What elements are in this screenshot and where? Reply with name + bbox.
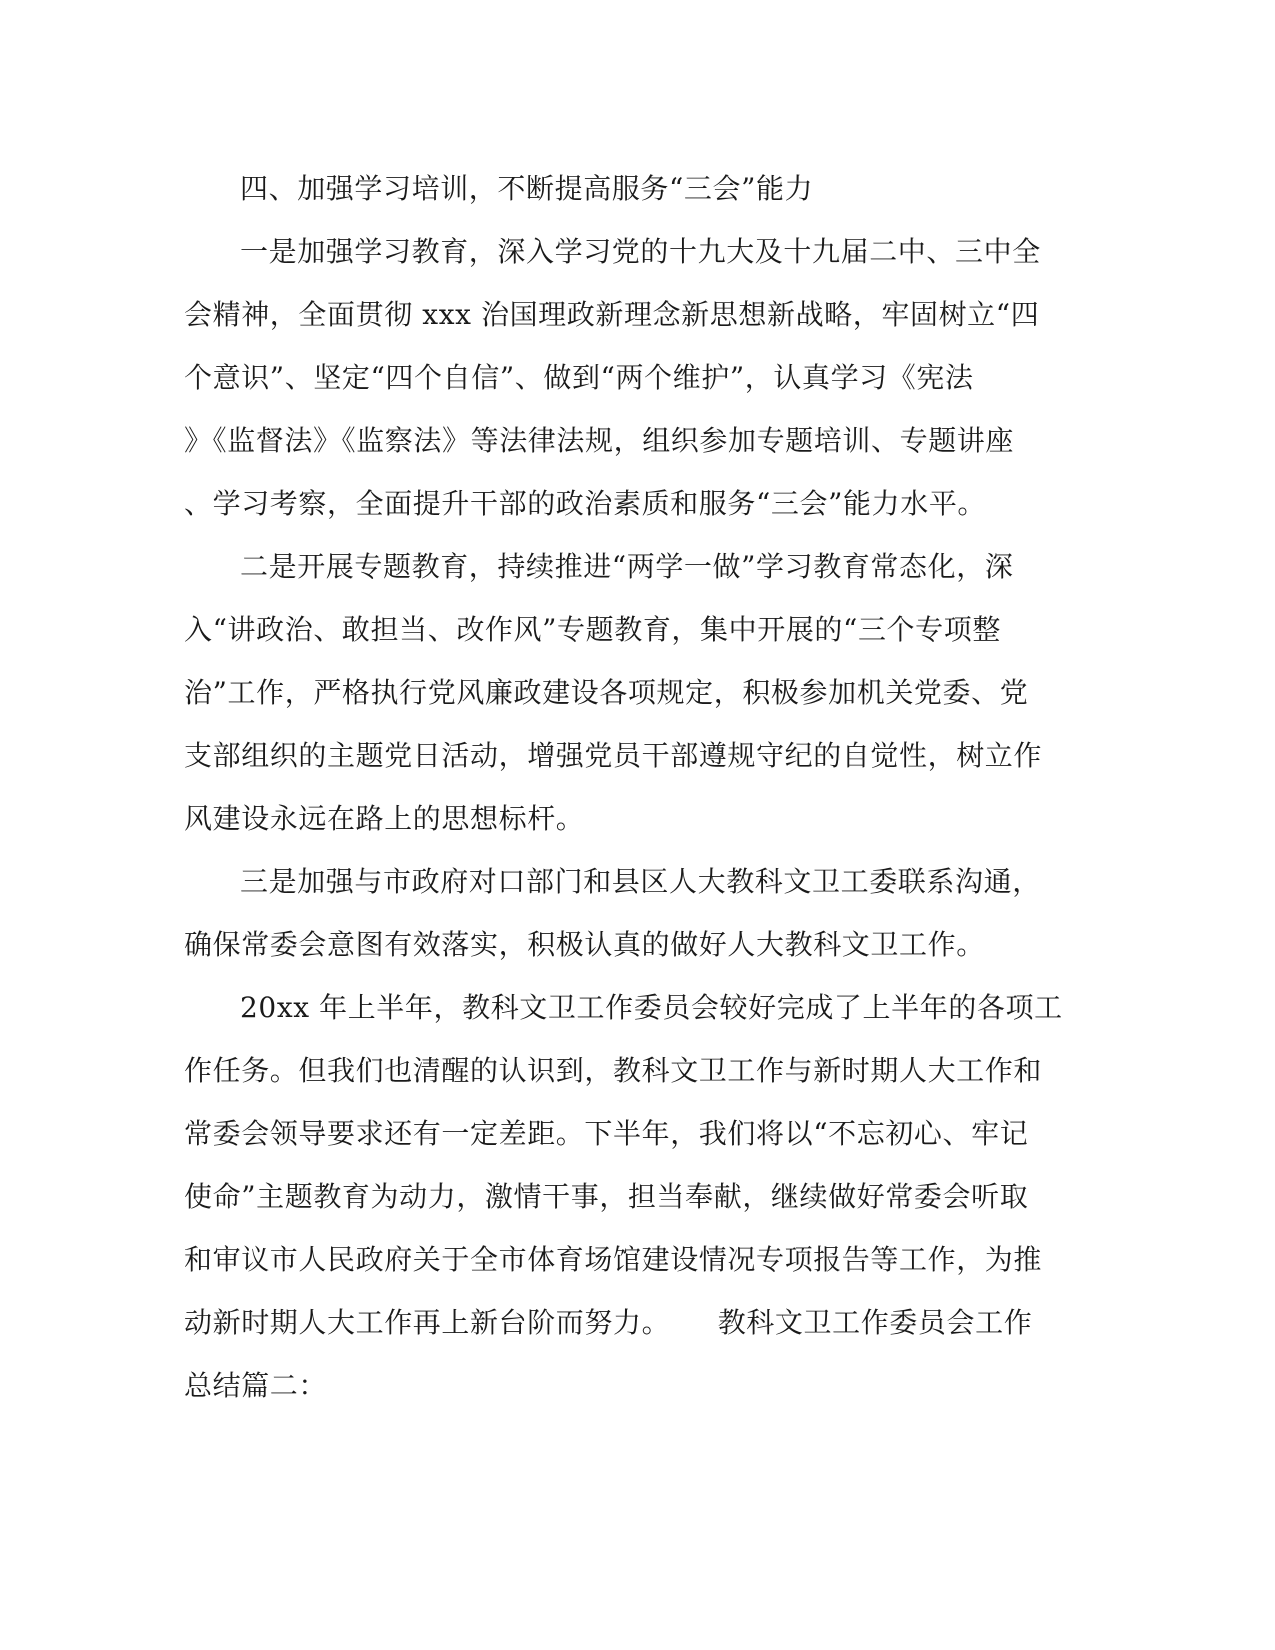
document-body xyxy=(184,157,1063,1417)
text-line: 一是加强学习教育，深入学习党的十九大及十九届二中、三中全 xyxy=(240,235,1041,268)
text-line: 四、加强学习培训，不断提高服务“三会”能力 xyxy=(240,172,814,205)
text-line: 三是加强与市政府对口部门和县区人大教科文卫工委联系沟通， xyxy=(240,865,1041,898)
text-line: 确保常委会意图有效落实，积极认真的做好人大教科文卫工作。 xyxy=(184,928,985,961)
text-line: 风建设永远在路上的思想标杆。 xyxy=(184,802,585,835)
text-line: 和审议市人民政府关于全市体育场馆建设情况专项报告等工作，为推 xyxy=(184,1243,1043,1276)
text-line: 总结篇二： xyxy=(184,1369,328,1402)
text-line: 二是开展专题教育，持续推进“两学一做”学习教育常态化，深 xyxy=(240,550,1014,583)
text-line: 常委会领导要求还有一定差距。下半年，我们将以“不忘初心、牢记 xyxy=(184,1117,1029,1150)
text-line: 个意识”、坚定“四个自信”、做到“两个维护”，认真学习《宪法 xyxy=(184,361,974,394)
text-line: 支部组织的主题党日活动，增强党员干部遵规守纪的自觉性，树立作 xyxy=(184,739,1043,772)
text-line: 会精神，全面贯彻 xxx 治国理政新理念新思想新战略，牢固树立“四 xyxy=(184,298,1040,331)
text-line: 治”工作，严格执行党风廉政建设各项规定，积极参加机关党委、党 xyxy=(184,676,1029,709)
text-line: 20xx 年上半年，教科文卫工作委员会较好完成了上半年的各项工 xyxy=(240,991,1063,1024)
text-line: 使命”主题教育为动力，激情干事，担当奉献，继续做好常委会听取 xyxy=(184,1180,1029,1213)
text-line: 入“讲政治、敢担当、改作风”专题教育，集中开展的“三个专项整 xyxy=(184,613,1001,646)
text-line: 、学习考察，全面提升干部的政治素质和服务“三会”能力水平。 xyxy=(184,487,987,520)
text-line: 动新时期人大工作再上新台阶而努力。 教科文卫工作委员会工作 xyxy=(184,1306,1033,1339)
text-line: 作任务。但我们也清醒的认识到，教科文卫工作与新时期人大工作和 xyxy=(184,1054,1043,1087)
text-line: 》《监督法》《监察法》等法律法规，组织参加专题培训、专题讲座 xyxy=(184,424,1015,457)
